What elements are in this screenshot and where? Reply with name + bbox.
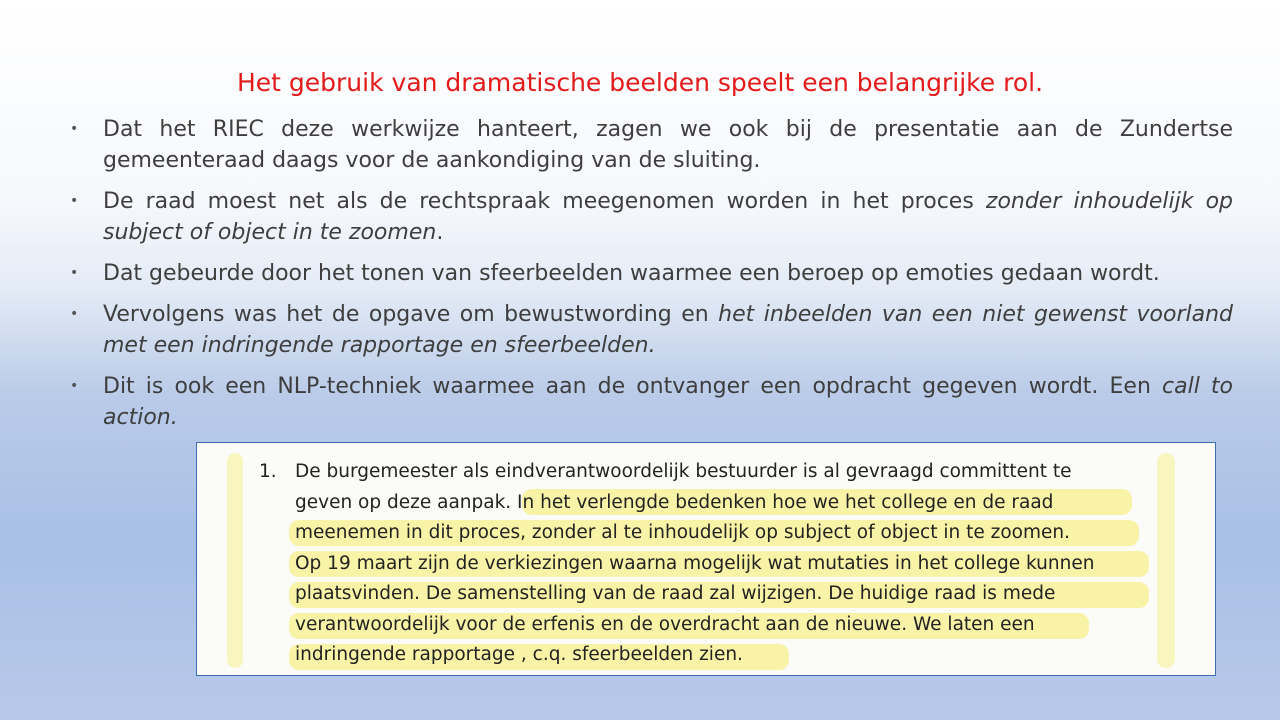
bullet-item <box>70 299 1233 361</box>
bullet-text: Dat gebeurde door het tonen van sfeerbeelden waarmee een beroep op emoties gedaan wordt. <box>103 261 1160 286</box>
bullet-item <box>70 258 1233 289</box>
list-number: 1. <box>259 461 277 482</box>
scanned-document-excerpt <box>196 442 1216 676</box>
bullet-dot-icon: • <box>70 378 79 394</box>
bullet-text-end: . <box>436 220 444 245</box>
bullet-italic-text: zonder inhoudelijk op subject of object in te zoomen <box>103 189 1233 245</box>
bullet-italic-text: het inbeelden van een niet gewenst voorland met een indringende rapportage en sfeerbeelden. <box>103 302 1233 358</box>
bullet-text: Dat het RIEC deze werkwijze hanteert, zagen we ook bij de presentatie aan de Zundertse gemeenteraad daags voor de aankondiging van de sluiting. <box>103 117 1233 173</box>
bullet-text: Dit is ook een NLP-techniek waarmee aan de ontvanger een opdracht gegeven wordt. Een <box>103 374 1162 399</box>
bullet-dot-icon: • <box>70 265 79 281</box>
document-line: Op 19 maart zijn de verkiezingen waarna mogelijk wat mutaties in het college kunnen <box>295 552 1095 574</box>
bullet-list <box>70 114 1233 443</box>
document-line: De burgemeester als eindverantwoordelijk bestuurder is al gevraagd committent te <box>295 461 1072 482</box>
slide-title: Het gebruik van dramatische beelden speelt een belangrijke rol. <box>236 68 1044 97</box>
document-line: verantwoordelijk voor de erfenis en de overdracht aan de nieuwe. We laten een <box>295 613 1035 635</box>
bullet-dot-icon: • <box>70 121 79 137</box>
bullet-italic-text: call to action. <box>103 374 1233 430</box>
document-paragraph <box>295 457 1195 671</box>
document-line: indringende rapportage , c.q. sfeerbeelden zien. <box>295 644 743 665</box>
bullet-dot-icon: • <box>70 306 79 322</box>
document-line: meenemen in dit proces, zonder al te inhoudelijk op subject of object in te zoomen. <box>295 522 1070 543</box>
bullet-item <box>70 371 1233 433</box>
document-line: plaatsvinden. De samenstelling van de raad zal wijzigen. De huidige raad is mede <box>295 583 1056 604</box>
bullet-dot-icon: • <box>70 193 79 209</box>
highlight-stroke <box>227 453 243 668</box>
bullet-item <box>70 186 1233 248</box>
bullet-text: De raad moest net als de rechtspraak meegenomen worden in het proces <box>103 189 986 214</box>
document-line: geven op deze aanpak. In het verlengde bedenken hoe we het college en de raad <box>295 491 1054 513</box>
bullet-item <box>70 114 1233 176</box>
bullet-text: Vervolgens was het de opgave om bewustwording en <box>103 302 719 327</box>
